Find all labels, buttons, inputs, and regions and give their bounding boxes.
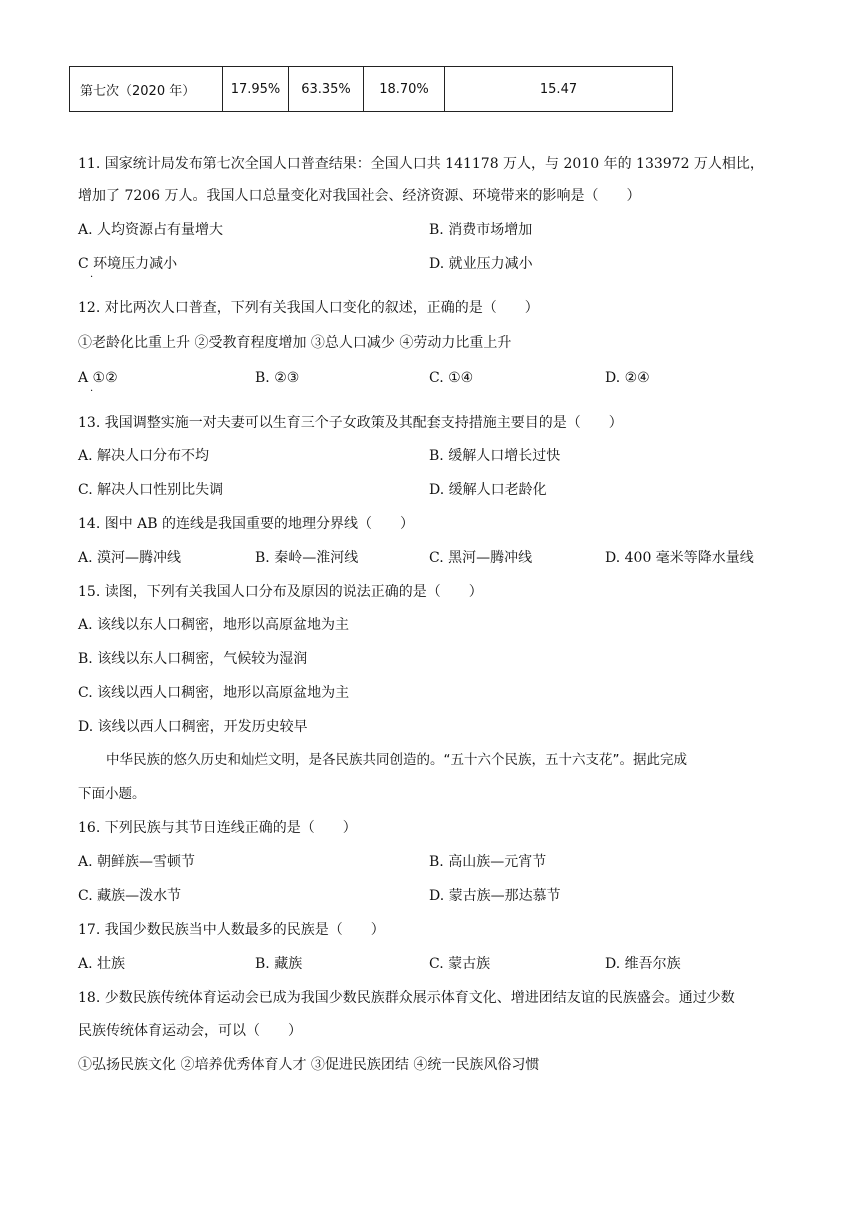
- q11-stem-line2: 增加了 7206 万人。我国人口总量变化对我国社会、经济资源、环境带来的影响是（ ）: [78, 188, 641, 204]
- q16-option-d: D. 蒙古族—那达慕节: [429, 888, 561, 904]
- q15-option-d: D. 该线以西人口稠密，开发历史较早: [78, 719, 308, 735]
- census-table: [69, 66, 673, 112]
- q11-option-d: D. 就业压力减小: [429, 256, 533, 272]
- q14-stem: 14. 图中 AB 的连线是我国重要的地理分界线（ ）: [78, 516, 415, 532]
- q16-stem: 16. 下列民族与其节日连线正确的是（ ）: [78, 820, 357, 836]
- q17-option-b: B. 藏族: [255, 956, 303, 972]
- q14-option-b: B. 秦岭—淮河线: [255, 550, 359, 566]
- age-15-59-cell: 63.35%: [289, 67, 364, 112]
- q12-option-d: D. ②④: [605, 370, 650, 386]
- q13-option-d: D. 缓解人口老龄化: [429, 482, 547, 498]
- q18-items: ①弘扬民族文化 ②培养优秀体育人才 ③促进民族团结 ④统一民族风俗习惯: [78, 1057, 540, 1073]
- q13-option-c: C. 解决人口性别比失调: [78, 482, 224, 498]
- q14-option-c: C. 黑河—腾冲线: [429, 550, 533, 566]
- q13-stem: 13. 我国调整实施一对夫妻可以生育三个子女政策及其配套支持措施主要目的是（ ）: [78, 415, 623, 431]
- education-cell: 15.47: [445, 67, 673, 112]
- q12-option-c: C. ①④: [429, 370, 474, 386]
- q14-option-a: A. 漠河—腾冲线: [78, 550, 182, 566]
- age-60-plus-cell: 18.70%: [364, 67, 445, 112]
- dot-mark: ·: [90, 272, 94, 283]
- q11-option-b: B. 消费市场增加: [429, 222, 533, 238]
- q15-option-a: A. 该线以东人口稠密，地形以高原盆地为主: [78, 617, 350, 633]
- passage-intro-line2: 下面小题。: [78, 786, 146, 802]
- table-row: [70, 67, 673, 112]
- q15-option-c: C. 该线以西人口稠密，地形以高原盆地为主: [78, 685, 350, 701]
- q15-option-b: B. 该线以东人口稠密，气候较为湿润: [78, 651, 308, 667]
- q12-option-b: B. ②③: [255, 370, 300, 386]
- q16-option-b: B. 高山族—元宵节: [429, 854, 547, 870]
- q18-stem-line2: 民族传统体育运动会，可以（ ）: [78, 1023, 302, 1039]
- q16-option-c: C. 藏族—泼水节: [78, 888, 182, 904]
- passage-intro-line1: 中华民族的悠久历史和灿烂文明，是各民族共同创造的。“五十六个民族，五十六支花”。据此完成: [106, 752, 687, 768]
- q15-stem: 15. 读图，下列有关我国人口分布及原因的说法正确的是（ ）: [78, 584, 483, 600]
- q18-stem-line1: 18. 少数民族传统体育运动会已成为我国少数民族群众展示体育文化、增进团结友谊的民族盛会。通过少数: [78, 990, 735, 1006]
- q11-stem-line1: 11. 国家统计局发布第七次全国人口普查结果：全国人口共 141178 万人，与 2010 年的 133972 万人相比，: [78, 156, 764, 172]
- q17-option-d: D. 维吾尔族: [605, 956, 681, 972]
- q17-option-c: C. 蒙古族: [429, 956, 491, 972]
- age-0-14-cell: 17.95%: [223, 67, 289, 112]
- q11-option-a: A. 人均资源占有量增大: [78, 222, 224, 238]
- q11-option-c: C 环境压力减小: [78, 256, 178, 272]
- q14-option-d: D. 400 毫米等降水量线: [605, 550, 754, 566]
- q13-option-a: A. 解决人口分布不均: [78, 448, 210, 464]
- q12-items: ①老龄化比重上升 ②受教育程度增加 ③总人口减少 ④劳动力比重上升: [78, 335, 512, 351]
- q16-option-a: A. 朝鲜族—雪顿节: [78, 854, 196, 870]
- q12-option-a: A ①②: [78, 370, 118, 386]
- q13-option-b: B. 缓解人口增长过快: [429, 448, 561, 464]
- dot-mark: ·: [90, 386, 94, 397]
- q12-stem: 12. 对比两次人口普查，下列有关我国人口变化的叙述，正确的是（ ）: [78, 300, 539, 316]
- q17-option-a: A. 壮族: [78, 956, 126, 972]
- census-label-cell: 第七次（2020 年）: [70, 67, 223, 112]
- q17-stem: 17. 我国少数民族当中人数最多的民族是（ ）: [78, 922, 385, 938]
